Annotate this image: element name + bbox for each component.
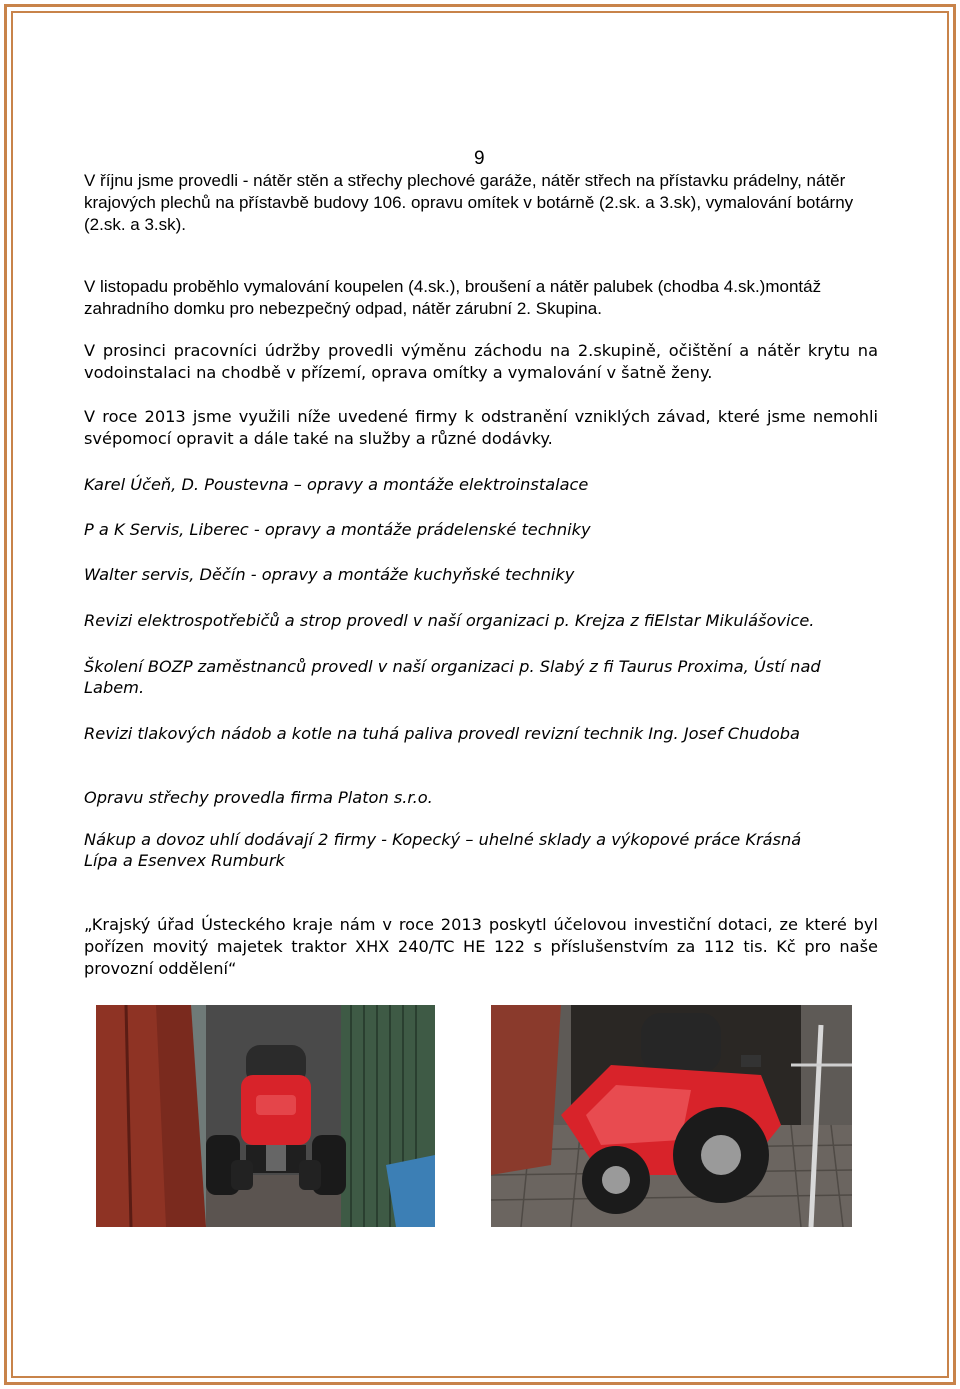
company-item: P a K Servis, Liberec - opravy a montáže prádelenské techniky xyxy=(84,520,591,539)
company-item: Revizi elektrospotřebičů a strop provedl v naší organizaci p. Krejza z fiElstar Mikulášovice. xyxy=(84,611,815,630)
company-item: Revizi tlakových nádob a kotle na tuhá paliva provedl revizní technik Ing. Josef Chudoba xyxy=(84,724,800,743)
company-item: Walter servis, Děčín - opravy a montáže kuchyňské techniky xyxy=(84,565,575,584)
company-item: Školení BOZP zaměstnanců provedl v naší organizaci p. Slabý z fi Taurus Proxima, Ústí nad Labem. xyxy=(84,657,821,697)
company-item: Nákup a dovoz uhlí dodávají 2 firmy - Kopecký – uhelné sklady a výkopové práce Krásná Lípa a Esenvex Rumburk xyxy=(84,830,802,870)
paragraph-december: V prosinci pracovníci údržby provedli výměnu záchodu na 2.skupině, očištění a nátěr krytu na vodoinstalaci na chodbě v přízemí, oprava omítky a vymalování v šatně ženy. xyxy=(84,341,878,382)
paragraph-november: V listopadu proběhlo vymalování koupelen (4.sk.), broušení a nátěr palubek (chodba 4.sk.)montáž zahradního domku pro nebezpečný odpad, nátěr zárubní 2. Skupina. xyxy=(84,277,822,318)
page-number: 9 xyxy=(474,148,485,169)
tractor-photo-front xyxy=(96,1005,435,1227)
paragraph-year-2013: V roce 2013 jsme využili níže uvedené firmy k odstranění vzniklých závad, které jsme nemohli svépomocí opravit a dále také na služby a různé dodávky. xyxy=(84,407,878,448)
company-item: Opravu střechy provedla firma Platon s.r.o. xyxy=(84,788,433,807)
tractor-photo-side xyxy=(491,1005,852,1227)
company-item: Karel Účeň, D. Poustevna – opravy a montáže elektroinstalace xyxy=(84,475,589,494)
quote-paragraph: „Krajský úřad Ústeckého kraje nám v roce 2013 poskytl účelovou investiční dotaci, ze které byl pořízen movitý majetek traktor XHX 240/TC HE 122 s příslušenstvím za 112 tis. Kč pro naše provozní oddělení“ xyxy=(84,915,878,978)
paragraph-october: V říjnu jsme provedli - nátěr stěn a střechy plechové garáže, nátěr střech na přístavku prádelny, nátěr krajových plechů na přístavbě budovy 106. opravu omítek v botárně (2.sk. a 3.sk), vymalování botárny (2.sk. a 3.sk). xyxy=(84,171,854,234)
